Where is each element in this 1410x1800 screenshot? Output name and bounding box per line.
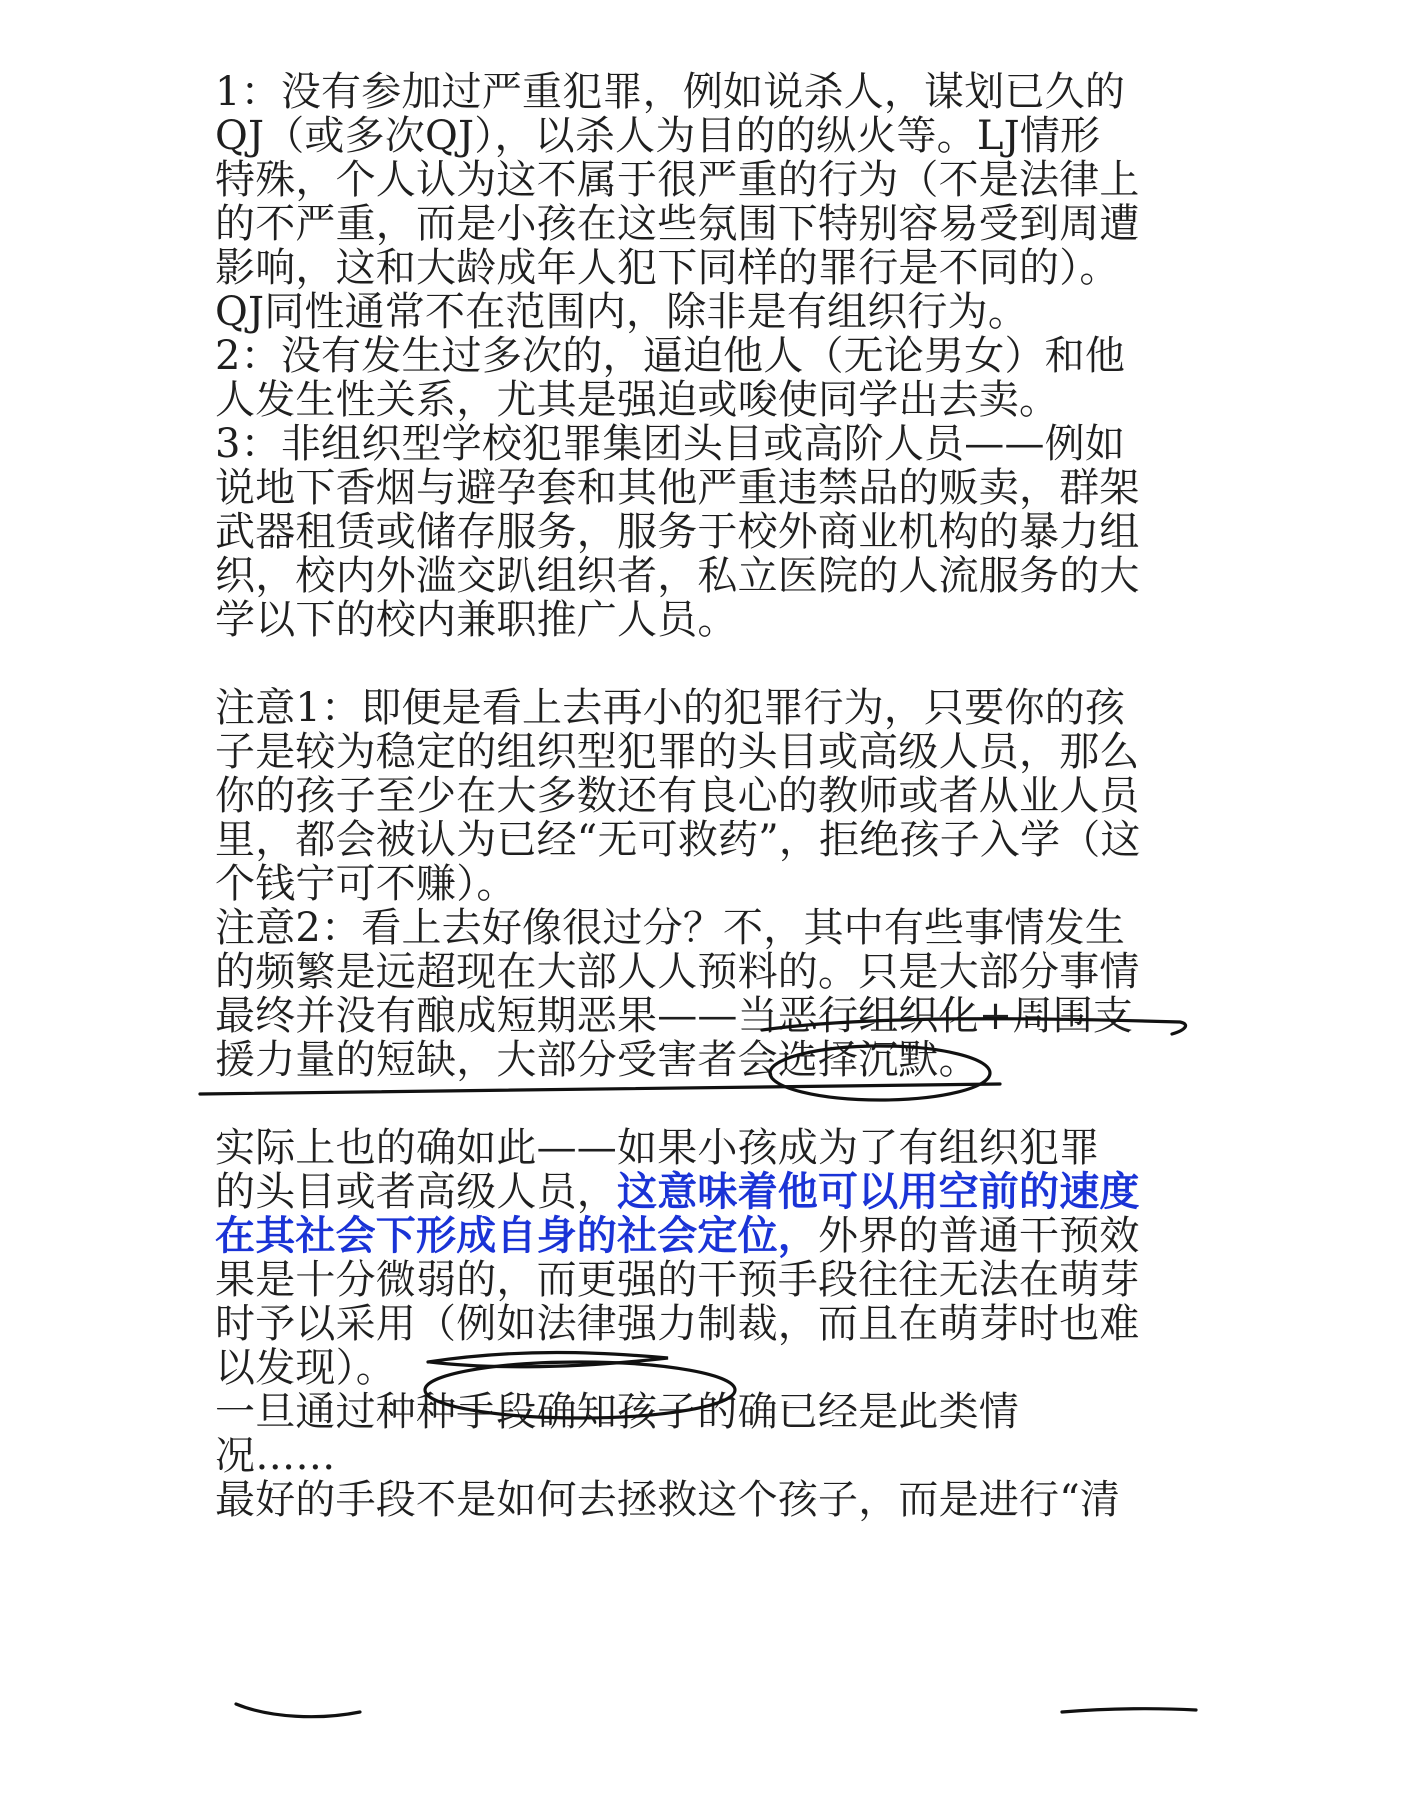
text-line: 人发生性关系，尤其是强迫或唆使同学出去卖。 xyxy=(215,377,1060,423)
text-line: 你的孩子至少在大多数还有良心的教师或者从业人员 xyxy=(215,773,1140,819)
text-line: 个钱宁可不赚）。 xyxy=(215,861,517,907)
highlighted-text: 这意味着他可以用空前的速度 xyxy=(617,1168,1140,1215)
text-segment: 外界的普通干预效 xyxy=(818,1213,1140,1259)
text-line: 最终并没有酿成短期恶果——当恶行组织化+周围支 xyxy=(215,993,1134,1039)
text-line: 3：非组织型学校犯罪集团头目或高阶人员——例如 xyxy=(215,421,1126,467)
text-line: QJ同性通常不在范围内，除非是有组织行为。 xyxy=(215,289,1029,335)
text-line: 织，校内外滥交趴组织者，私立医院的人流服务的大 xyxy=(215,553,1140,599)
text-line: 说地下香烟与避孕套和其他严重违禁品的贩卖，群架 xyxy=(215,465,1140,511)
text-line: 况…… xyxy=(215,1433,336,1479)
text-line: 特殊，个人认为这不属于很严重的行为（不是法律上 xyxy=(215,157,1140,203)
text-line: 的频繁是远超现在大部人人预料的。只是大部分事情 xyxy=(215,949,1140,995)
text-line: 最好的手段不是如何去拯救这个孩子，而是进行“清 xyxy=(215,1477,1121,1523)
underline-stroke xyxy=(236,1704,360,1717)
text-line: 果是十分微弱的，而更强的干预手段往往无法在萌芽 xyxy=(215,1257,1140,1303)
highlighted-text: 在其社会下形成自身的社会定位， xyxy=(215,1212,818,1259)
text-line: 学以下的校内兼职推广人员。 xyxy=(215,597,738,643)
text-line: 注意1：即便是看上去再小的犯罪行为，只要你的孩 xyxy=(215,685,1126,731)
underline-stroke xyxy=(1062,1709,1196,1712)
text-line: 武器租赁或储存服务，服务于校外商业机构的暴力组 xyxy=(215,509,1140,555)
text-line: 时予以采用（例如法律强力制裁，而且在萌芽时也难 xyxy=(215,1301,1140,1347)
text-line: 的不严重，而是小孩在这些氛围下特别容易受到周遭 xyxy=(215,201,1140,247)
text-line: QJ（或多次QJ），以杀人为目的的纵火等。LJ情形 xyxy=(215,113,1101,159)
underline-stroke xyxy=(428,1353,668,1367)
text-line: 实际上也的确如此——如果小孩成为了有组织犯罪 xyxy=(215,1125,1100,1171)
text-line: 援力量的短缺，大部分受害者会选择沉默。 xyxy=(215,1037,979,1083)
text-line: 以发现）。 xyxy=(215,1345,396,1391)
text-line: 子是较为稳定的组织型犯罪的头目或高级人员，那么 xyxy=(215,729,1140,775)
text-line: 一旦通过种种手段确知孩子的确已经是此类情 xyxy=(215,1389,1019,1435)
text-segment: 的头目或者高级人员， xyxy=(215,1169,617,1215)
text-line: 注意2：看上去好像很过分？不，其中有些事情发生 xyxy=(215,905,1126,951)
text-line: 影响，这和大龄成年人犯下同样的罪行是不同的）。 xyxy=(215,245,1120,291)
text-line: 1：没有参加过严重犯罪，例如说杀人，谋划已久的 xyxy=(215,69,1126,115)
text-line: 2：没有发生过多次的，逼迫他人（无论男女）和他 xyxy=(215,333,1126,379)
text-line: 里，都会被认为已经“无可救药”，拒绝孩子入学（这 xyxy=(215,817,1141,863)
